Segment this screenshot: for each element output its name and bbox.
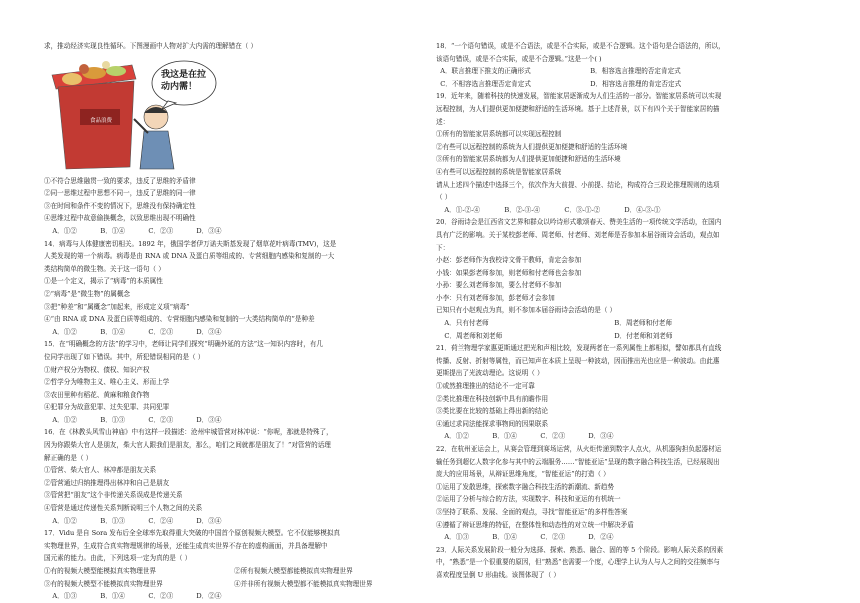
right-column xyxy=(436,40,808,582)
q22-item: ④遵循了辩证思维的特征，在整体性和动态性的对立统一中解决矛盾 xyxy=(436,520,634,529)
q17-item: ④并非所有视频大模型都不能模拟真实物理世界 xyxy=(234,579,373,588)
q19-item: 请从上述四个描述中选择三个，依次作为大前提、小前提、结论，构成符合三段论推理规则的选项 xyxy=(436,180,720,189)
q23-text: 喜欢程度呈倒 U 形曲线。该图体现了（ ） xyxy=(436,570,560,579)
q16-text: 解正确的是（ ） xyxy=(44,453,93,462)
option-a: A．①-②-④ xyxy=(444,205,480,214)
q20-item: 小李：只有刘老师参加，彭老师才会参加 xyxy=(436,293,555,302)
option-d: D．③④ xyxy=(196,516,222,525)
q15-item: ②哲学分为唯物主义、唯心主义、形而上学 xyxy=(44,378,170,387)
q21-options xyxy=(436,430,808,443)
option-d: D．付老师和刘老师 xyxy=(614,331,673,340)
q20-text: 具有广泛的影响。关于某校彭老师、周老师、付老师、刘老师是否参加本届谷雨诗会活动，观点如 xyxy=(436,230,720,239)
q13-intro: 求，推动经济实现良性循环。下图漫画中人物对扩大内需的理解错在（ ） xyxy=(44,42,258,50)
q19-text: 远程控制，为人们提供更加便捷和舒适的生活环境。基于上述背景，以下有四个关于智能家居的描 xyxy=(436,104,720,113)
q14-item: ④“由 RNA 或 DNA 及蛋白质等组成的、专营细胞内感染和复制的一大类结构简单的”是种差 xyxy=(44,315,315,324)
q21-item: ③类比要在比较的基础上得出新的结论 xyxy=(436,407,549,416)
option-c: C．②③ xyxy=(148,226,174,235)
q22-item: ③坚持了联系、发展、全面的观点，寻找“智能亚运”的多样性答案 xyxy=(436,507,628,516)
option-a: A．①③ xyxy=(444,533,469,542)
q19-item: ③所有的智能家居系统都为人们提供更加便捷和舒适的生活环境 xyxy=(436,155,621,164)
q14-item: ②“病毒”是“微生物”的属概念 xyxy=(44,289,131,298)
option-b: B．相容选言推理的否定肯定式 xyxy=(590,67,681,76)
q15-text: 15．在“明确概念的方法”的学习中，老师让同学们探究“明确外延的方法”这一知识内容时，有几 xyxy=(44,340,324,349)
q14-text: 14．病毒与人体健康密切相关。1892 年，俄国学者伊万诺夫斯基发现了烟草花叶病毒(TMV)，这是 xyxy=(44,239,337,248)
option-d: D．③④ xyxy=(588,432,614,441)
option-c: C．②④ xyxy=(148,516,174,525)
q18-option-row xyxy=(436,78,808,91)
q20-option-row xyxy=(436,330,808,343)
q22-item: ①运用了发散思维，探索数字融合科技生活的新潮流、新趋势 xyxy=(436,482,615,491)
q19-text: 19．近年来，随着科技的快速发展，智能家居逐渐成为人们生活的一部分。智能家居系统可以实现 xyxy=(436,92,722,101)
q14-text: 人类发现的第一个病毒。病毒是由 RNA 或 DNA 及蛋白质等组成的、专营细胞内感染和复制的一大 xyxy=(44,252,335,261)
q21-text: 21．荷兰物理学家惠更斯通过把光和声相比较，发现两者在一系列属性上都相似，譬如都具有直线 xyxy=(436,344,722,353)
q17-item-row xyxy=(44,565,424,578)
q20-option-row xyxy=(436,317,808,330)
q17-item: ③有的视频大模型不能模拟真实物理世界 xyxy=(44,579,163,588)
q14-item: ③把“种差”和“属概念”加起来，形成定义项“病毒” xyxy=(44,302,190,311)
q23-text: 23．人际关系发展阶段一般分为选择、探索、熟悉、融合、固的等 5 个阶段。影响人际关系的因素 xyxy=(436,545,724,554)
option-d: D．②④ xyxy=(588,533,614,542)
q15-text: 位同学出现了如下错误。其中，所犯错误相同的是（ ） xyxy=(44,352,205,361)
q19-item: ②有些可以远程控制的系统为人们提供更加便捷和舒适的生活环境 xyxy=(436,142,628,151)
q18-text: 18．“一个语句错误，或是不合语法，或是不合实际，或是不合逻辑。这个语句是合语法的，所以， xyxy=(436,42,725,50)
q16-item: ①管营、柴大官人、林冲都是朋友关系 xyxy=(44,466,157,475)
q16-options xyxy=(44,515,424,528)
option-d: D．③④ xyxy=(196,415,222,424)
option-a: A．联言推理下推支的正确形式 xyxy=(440,67,531,76)
option-a: A．①② xyxy=(52,516,77,525)
q15-item: ④犯罪分为故意犯罪、过失犯罪、共同犯罪 xyxy=(44,403,170,412)
q22-item: ②运用了分析与综合的方法，实现数字、科技和亚运的有机统一 xyxy=(436,495,621,504)
q19-item: ①所有的智能家居系统都可以实现远程控制 xyxy=(436,130,562,139)
q21-item: ①或然推理推出的结论不一定可靠 xyxy=(436,382,535,391)
q19-item: ④有些可以远程控制的系统是智能家居系统 xyxy=(436,167,562,176)
q17-item: ②所有视频大模型都能模拟真实物理世界 xyxy=(234,567,353,575)
q14-text: 类结构简单的微生物。关于这一语句（ ） xyxy=(44,264,165,273)
q21-item: ②类比推理在科技创新中具有前瞻作用 xyxy=(436,394,549,403)
option-d: D．相容选言推理的肯定否定式 xyxy=(590,79,682,88)
option-c: C．不相容选言推理否定肯定式 xyxy=(440,79,531,88)
q15-item: ③农田里种有稻花、黄麻和粮食作物 xyxy=(44,390,150,399)
q22-text: 22．在杭州亚运会上，从赛会管理到赛场运营，从火炬传递到数字人点火，从机器狗担负起器材运 xyxy=(436,445,722,453)
q23-text: 中，“熟悉”是一个很重要的原因，但“熟悉”也需要一个度，心理学上认为人与人之间的交往频率与 xyxy=(436,558,720,567)
q17-options xyxy=(44,590,424,603)
option-c: C．②③ xyxy=(148,327,174,336)
q20-text: 下： xyxy=(436,243,450,252)
q13-item: ④思维过程中故意偷换概念，以致思维出现不明确性 xyxy=(44,214,196,223)
option-d: D．③④ xyxy=(196,327,222,336)
q17-item: ①有的视频大模型能模拟真实物理世界 xyxy=(44,567,157,575)
q16-text: 16．在《林教头风雪山神庙》中有这样一段描述：沧州牢城管营对林冲说：“你呢，那就是特殊了， xyxy=(44,428,333,437)
q14-options xyxy=(44,326,424,339)
option-b: B．①④ xyxy=(492,432,518,441)
q16-item: ②管营通过归纳推理得出林冲和自己是朋友 xyxy=(44,478,170,487)
q19-text: 述： xyxy=(436,117,450,126)
q20-item: 小赵：彭老师作为我校诗文骨干教师，肯定会参加 xyxy=(436,256,582,265)
q17-text: 国元素的能力。由此，下列选项一定为真的是（ ） xyxy=(44,554,192,563)
q19-options xyxy=(436,204,808,217)
option-c: C．②③ xyxy=(540,533,566,542)
bin-label: 食品浪费 xyxy=(90,117,113,124)
option-b: B．①④ xyxy=(492,533,518,542)
option-b: B．①③ xyxy=(100,415,126,424)
q13-options xyxy=(44,225,424,238)
option-b: B．①④ xyxy=(100,226,126,235)
q20-text: 20．谷雨诗会是江西省文艺界和群众以吟诗形式歌颂春天、赞美生活的一项传统文学活动，在国内 xyxy=(436,218,722,227)
option-c: C．周老师和刘老师 xyxy=(444,331,503,340)
q15-item: ①财产权分为物权、债权、知识产权 xyxy=(44,365,150,374)
option-c: C．③-①-② xyxy=(564,205,601,214)
q21-item: ④通过求同法能探求事物间的因果联系 xyxy=(436,419,549,428)
left-column xyxy=(44,40,424,603)
q22-options xyxy=(436,531,808,544)
option-b: B．②-③-④ xyxy=(504,205,541,214)
q18-option-row xyxy=(436,65,808,78)
option-a: A．①② xyxy=(52,327,77,336)
option-a: A．①② xyxy=(444,432,469,441)
speech-bubble-text: 我这是在拉动内需！ xyxy=(161,69,207,92)
option-c: C．②③ xyxy=(540,432,566,441)
q13-item: ②同一思维过程中思想不同一，违反了思维的同一律 xyxy=(44,189,196,198)
option-d: D．④-③-① xyxy=(624,205,661,214)
option-c: C．②③ xyxy=(148,592,174,601)
q21-text: 传播、反射、折射等属性，而已知声在本质上呈现一种波动，因而推出光也应是一种波动。由此惠 xyxy=(436,356,720,365)
cartoon-image xyxy=(44,57,224,175)
q16-text: 因为你跟柴大官人是朋友，柴大官人跟我们是朋友，那么，咱们之间就都是朋友了！”对管营的话理 xyxy=(44,441,331,450)
q16-item: ③管营把“朋友”这个非传递关系误成是传递关系 xyxy=(44,491,183,500)
option-b: B．①④ xyxy=(100,592,126,601)
q22-text: 输任务到超亿人数字化参与其中的云端服务……“智能亚运”呈现的数字融合科技生活，已经展现出 xyxy=(436,457,720,466)
option-b: B．①③ xyxy=(100,516,126,525)
q14-item: ①是一个定义，揭示了“病毒”的本质属性 xyxy=(44,277,163,286)
option-b: B．周老师和付老师 xyxy=(614,319,672,328)
q13-item: ③在时间和条件不变的情况下，思维没有保持确定性 xyxy=(44,201,196,210)
q20-item: 小孙：要么刘老师参加，要么付老师不参加 xyxy=(436,281,562,290)
q17-text: 实物理世界，生成符合真实物理规律的场景，还能生成真实世界不存在的虚构画面，并具备理解中 xyxy=(44,541,328,550)
option-a: A．①② xyxy=(52,415,77,424)
q16-item: ④管营是通过传递性关系判断说明三个人物之间的关系 xyxy=(44,504,203,513)
q18-text: 该语句错误，或是不合实际，或是不合逻辑。”这是一个( ) xyxy=(436,54,602,63)
q17-text: 17．Vidu 是自 Sora 发布后全全球率先取得重大突破的中国首个原创视频大模型。它不仅能够模拟真 xyxy=(44,529,341,538)
q13-item: ①不符合思维融贯一致的要求，违反了思维的矛盾律 xyxy=(44,176,196,185)
q15-options xyxy=(44,414,424,427)
q21-text: 更斯提出了光波动理论。这说明（ ） xyxy=(436,369,544,378)
option-a: A．只有付老师 xyxy=(444,319,489,328)
option-d: D．③④ xyxy=(196,226,222,235)
q20-item: 已知只有小赵观点为真，则不参加本届谷雨诗会活动的是（ ） xyxy=(436,306,617,315)
q22-text: 庞大的应用场景，从辩证思维角度，“智能亚运”的打造（ ） xyxy=(436,470,610,479)
option-d: D．②④ xyxy=(196,592,222,601)
option-c: C．②③ xyxy=(148,415,174,424)
option-a: A．①② xyxy=(52,226,77,235)
option-b: B．①④ xyxy=(100,327,126,336)
q17-item-row xyxy=(44,578,424,591)
option-a: A．①③ xyxy=(52,592,77,601)
q20-item: 小钱：如果彭老师参加，则老师和付老师也会参加 xyxy=(436,268,582,277)
q19-item: （ ） xyxy=(436,193,452,202)
